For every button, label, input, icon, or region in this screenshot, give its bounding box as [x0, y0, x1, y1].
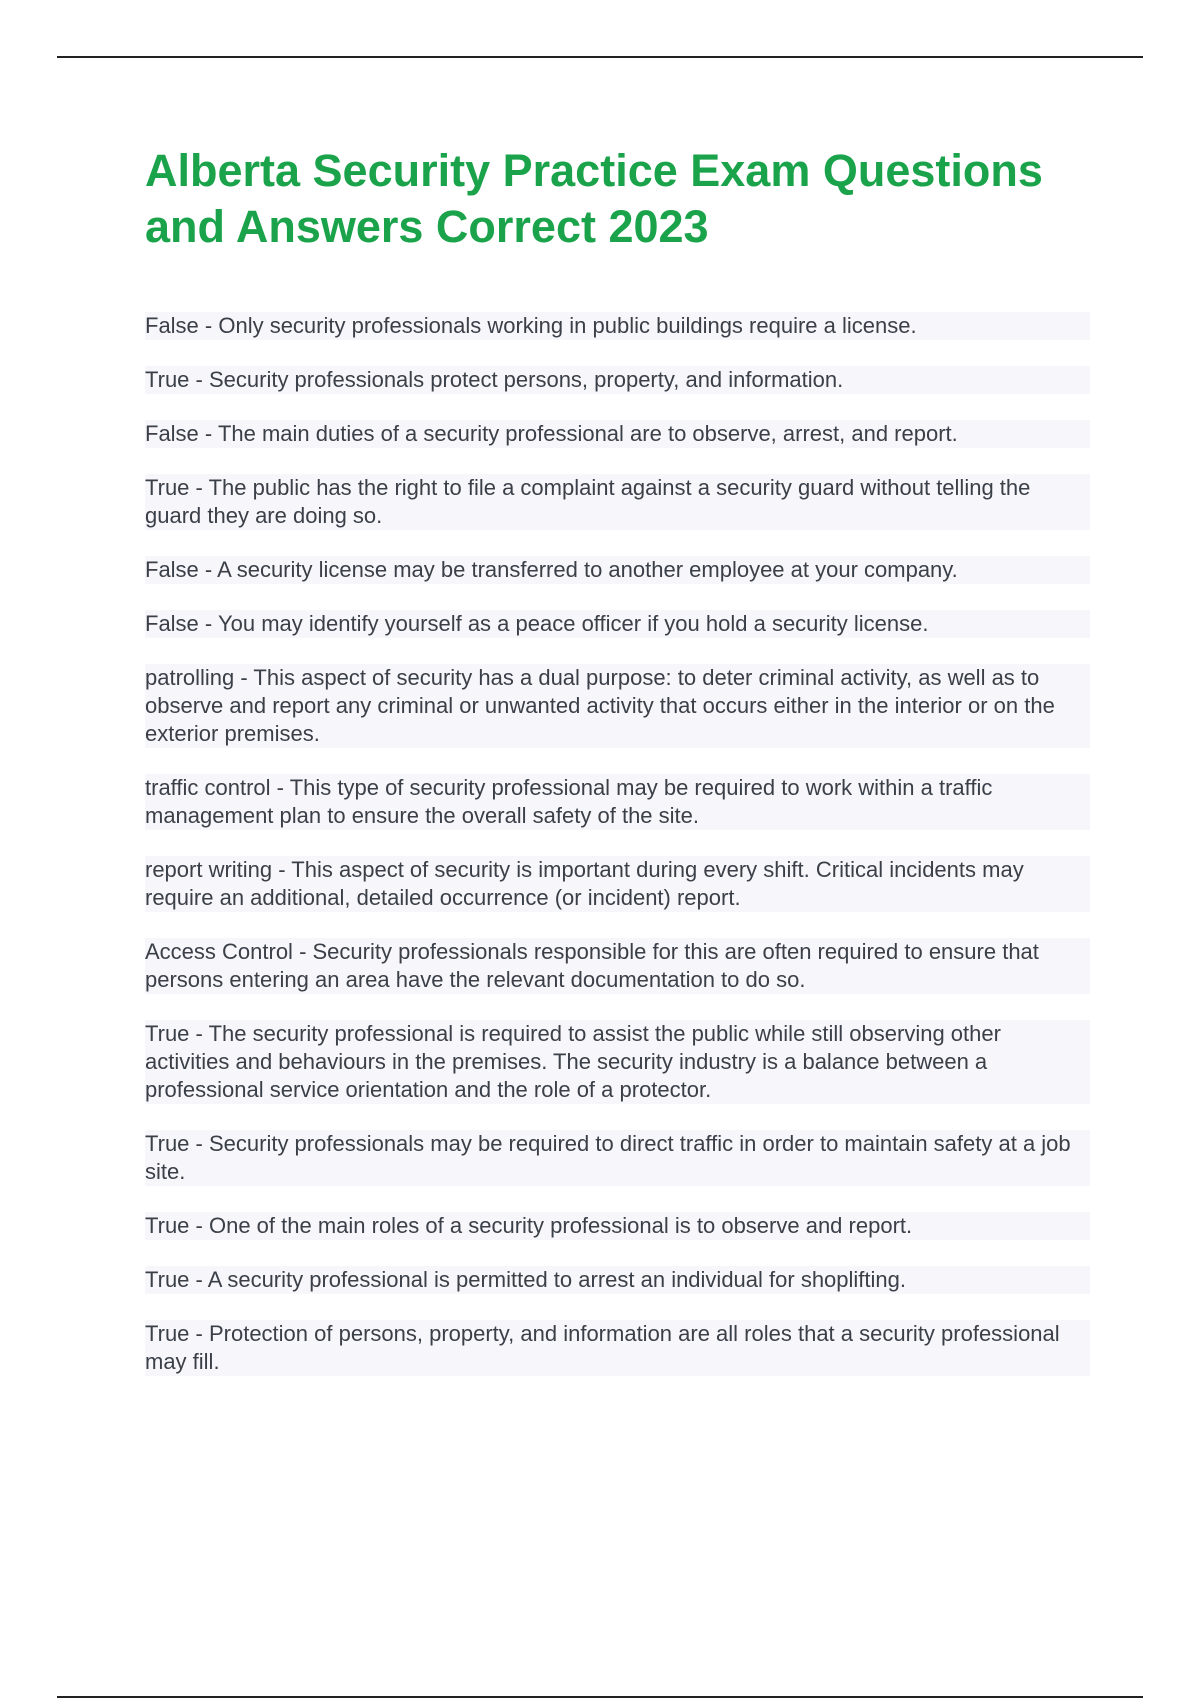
top-rule — [57, 56, 1143, 58]
qa-text: - A security license may be transferred to another employee at your company. — [198, 557, 958, 582]
qa-item — [145, 1020, 1090, 1104]
qa-text: - The public has the right to file a complaint against a security guard without telling the guard they are doing so. — [145, 475, 1031, 528]
qa-list — [145, 312, 1090, 1402]
qa-text: - A security professional is permitted to arrest an individual for shoplifting. — [189, 1267, 906, 1292]
qa-answer: True — [145, 367, 190, 392]
qa-item — [145, 1212, 1090, 1240]
qa-answer: False — [145, 557, 199, 582]
qa-text: - Protection of persons, property, and information are all roles that a security professional may fill. — [145, 1321, 1060, 1374]
qa-item — [145, 420, 1090, 448]
qa-answer: report writing — [145, 857, 273, 882]
qa-item — [145, 1266, 1090, 1294]
qa-item — [145, 474, 1090, 530]
qa-text: - This aspect of security is important during every shift. Critical incidents may require an additional, detailed occurrence (or incident) report. — [145, 857, 1024, 910]
qa-text: - Security professionals may be required to direct traffic in order to maintain safety at a job site. — [145, 1131, 1071, 1184]
qa-answer: False — [145, 421, 199, 446]
qa-answer: False — [145, 611, 199, 636]
qa-item — [145, 856, 1090, 912]
qa-answer: patrolling — [145, 665, 235, 690]
qa-answer: Access Control — [145, 939, 293, 964]
qa-text: - Security professionals protect persons, property, and information. — [189, 367, 844, 392]
qa-text: - The security professional is required to assist the public while still observing other activities and behaviours in the premises. The security industry is a balance between a professional service orientation and the role of a protector. — [145, 1021, 1001, 1102]
bottom-rule — [57, 1696, 1143, 1698]
qa-text: - The main duties of a security professional are to observe, arrest, and report. — [198, 421, 958, 446]
qa-answer: traffic control — [145, 775, 271, 800]
qa-text: - Security professionals responsible for this are often required to ensure that persons entering an area have the relevant documentation to do so. — [145, 939, 1039, 992]
qa-answer: True — [145, 1213, 190, 1238]
qa-item — [145, 312, 1090, 340]
qa-text: - One of the main roles of a security professional is to observe and report. — [189, 1213, 913, 1238]
qa-item — [145, 774, 1090, 830]
qa-item — [145, 556, 1090, 584]
document-title: Alberta Security Practice Exam Questions and Answers Correct 2023 — [145, 145, 1043, 252]
qa-text: - This aspect of security has a dual purpose: to deter criminal activity, as well as to observe and report any criminal or unwanted activity that occurs either in the interior or on the exterior premises. — [145, 665, 1055, 746]
qa-item — [145, 1320, 1090, 1376]
qa-answer: False — [145, 313, 199, 338]
qa-item — [145, 938, 1090, 994]
qa-answer: True — [145, 1321, 190, 1346]
qa-item — [145, 610, 1090, 638]
qa-item — [145, 664, 1090, 748]
qa-text: - This type of security professional may be required to work within a traffic management plan to ensure the overall safety of the site. — [145, 775, 993, 828]
qa-answer: True — [145, 475, 190, 500]
qa-answer: True — [145, 1131, 190, 1156]
qa-answer: True — [145, 1021, 190, 1046]
qa-text: - You may identify yourself as a peace officer if you hold a security license. — [198, 611, 929, 636]
qa-answer: True — [145, 1267, 190, 1292]
qa-item — [145, 1130, 1090, 1186]
qa-text: - Only security professionals working in public buildings require a license. — [198, 313, 917, 338]
qa-item — [145, 366, 1090, 394]
